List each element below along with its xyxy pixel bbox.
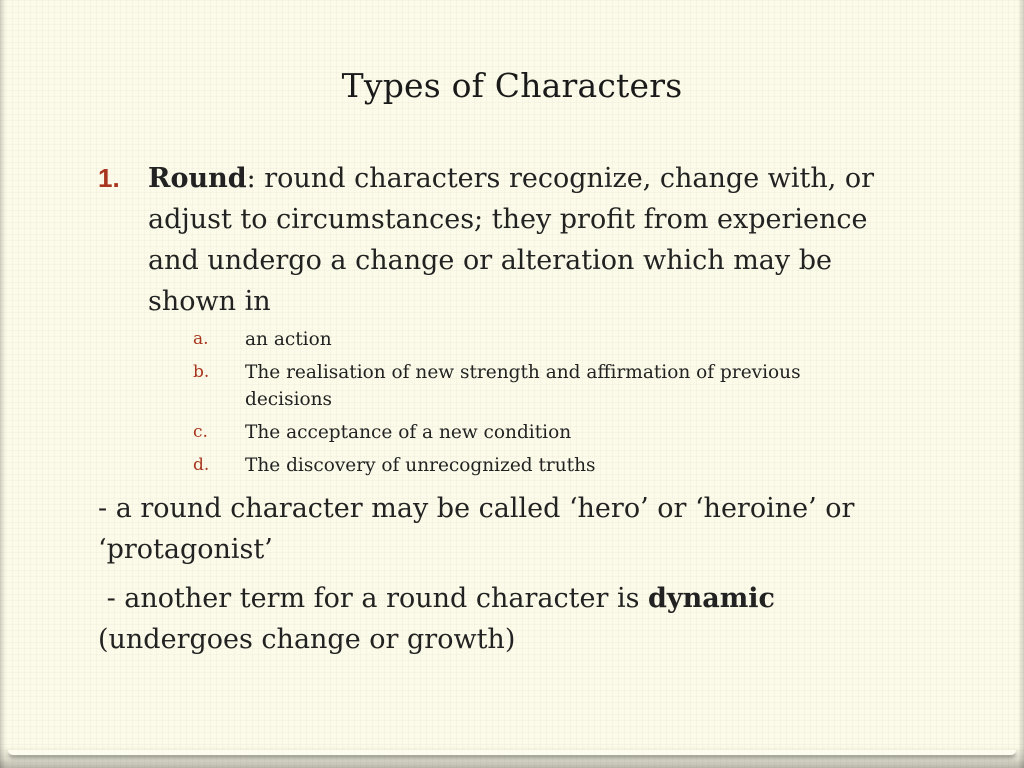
list-item-round <box>98 158 918 322</box>
sub-item-text: an action <box>245 329 332 350</box>
term-round: Round <box>148 163 247 194</box>
term-dynamic: dynamic <box>648 583 775 614</box>
paper-edge-right <box>1018 0 1024 768</box>
sub-item-letter: d. <box>193 455 210 475</box>
sub-item-text: The discovery of unrecognized truths <box>245 455 596 476</box>
sub-item-text: The acceptance of a new condition <box>245 422 572 443</box>
dynamic-paragraph-after: (undergoes change or growth) <box>98 583 784 655</box>
sub-item-a <box>193 326 873 353</box>
sub-item-d <box>193 452 873 479</box>
sub-item-letter: c. <box>193 422 208 442</box>
sub-item-letter: b. <box>193 362 210 382</box>
sub-item-letter: a. <box>193 329 209 349</box>
slide-title: Types of Characters <box>341 66 683 105</box>
sub-item-text: The realisation of new strength and affirmation of previous decisions <box>245 362 801 410</box>
sub-item-b <box>193 359 873 413</box>
round-definition <box>148 158 918 322</box>
sub-list <box>193 326 873 485</box>
paper-curl <box>8 750 1016 755</box>
dynamic-paragraph <box>98 578 918 660</box>
dynamic-paragraph-before: - another term for a round character is <box>98 583 649 614</box>
round-definition-text: : round characters recognize, change with, or adjust to circumstances; they profit from experience and undergo a change or alteration which may be shown in <box>148 163 875 317</box>
list-number: 1. <box>98 163 120 193</box>
paper-edge-left <box>0 0 6 768</box>
sub-item-c <box>193 419 873 446</box>
hero-paragraph: - a round character may be called ‘hero’ or ‘heroine’ or ‘protagonist’ <box>98 493 855 565</box>
